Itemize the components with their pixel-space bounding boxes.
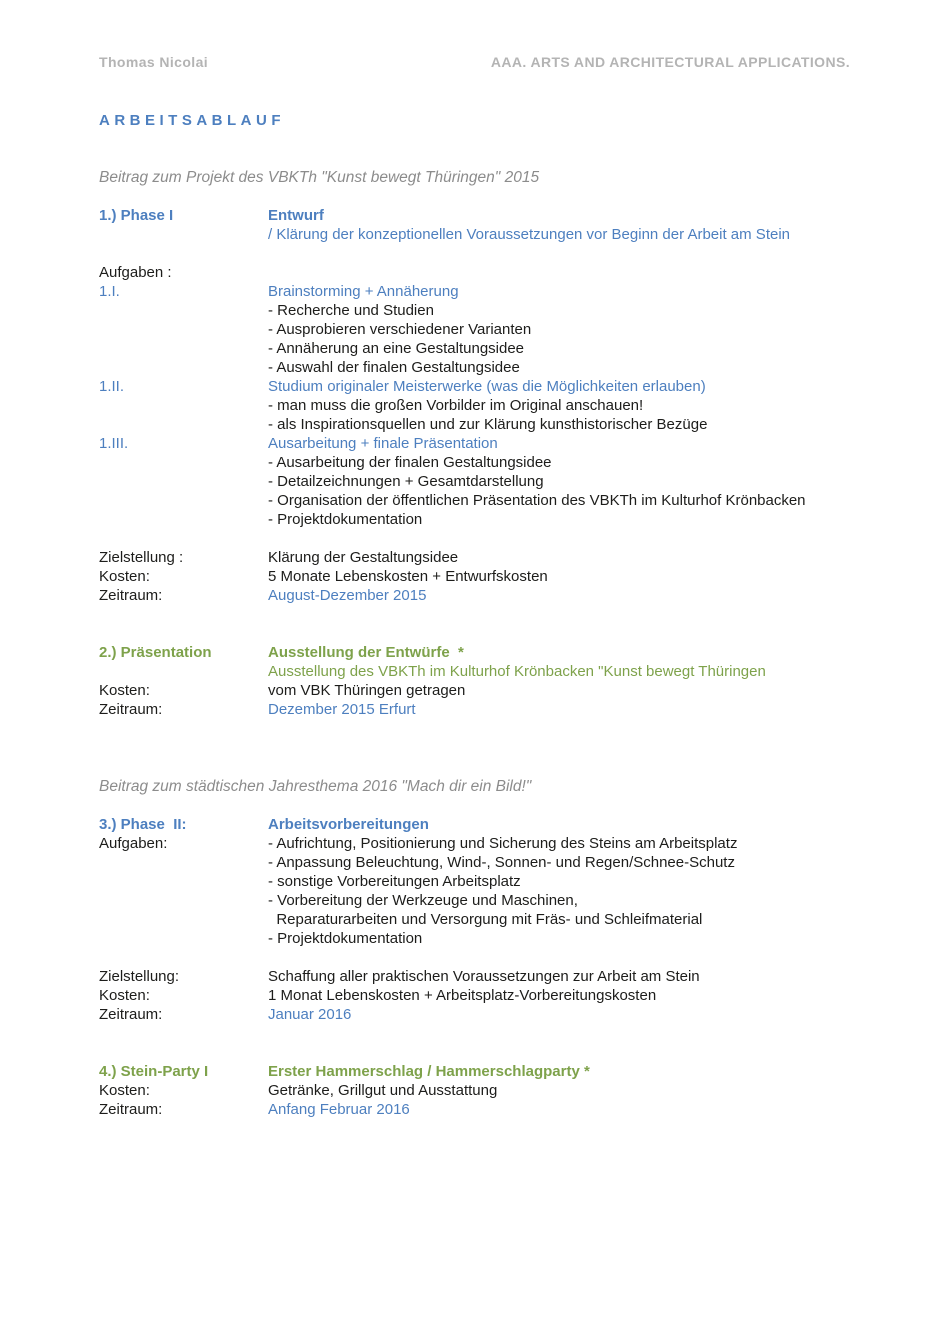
section-stein-party [99, 1062, 850, 1119]
spacer-cell [99, 929, 268, 948]
timeframe-value: Anfang Februar 2016 [268, 1101, 410, 1118]
subphase-title: Brainstorming + Annäherung [268, 283, 459, 300]
task-item-row [99, 891, 850, 910]
section-heading-row [99, 643, 850, 662]
subphase-number: 1.I. [99, 283, 120, 300]
section-phase-2 [99, 815, 850, 1024]
task-item-row [99, 358, 850, 377]
section-title: Entwurf [268, 207, 324, 224]
task-item-row [99, 396, 850, 415]
task-item-continuation: Reparaturarbeiten und Versorgung mit Fräs- und Schleifmaterial [268, 911, 703, 928]
section-title: Arbeitsvorbereitungen [268, 816, 429, 833]
goal-row [99, 548, 850, 567]
task-item-row [99, 834, 850, 853]
timeframe-value: Dezember 2015 Erfurt [268, 701, 416, 718]
timeframe-row [99, 1100, 850, 1119]
timeframe-row [99, 1005, 850, 1024]
spacer-cell [99, 415, 268, 434]
task-item: - Annäherung an eine Gestaltungsidee [268, 340, 525, 357]
section-phase-1 [99, 206, 850, 605]
task-item: - als Inspirationsquellen und zur Klärung kunsthistorischer Bezüge [268, 416, 708, 433]
tasks-heading: Aufgaben: [99, 835, 168, 852]
spacer-cell [99, 358, 268, 377]
subphase-row [99, 434, 850, 453]
cost-row [99, 986, 850, 1005]
author-name: Thomas Nicolai [99, 54, 209, 70]
spacer-cell [99, 301, 268, 320]
timeframe-row [99, 586, 850, 605]
section-subtitle-row [99, 662, 850, 681]
task-item: - Anpassung Beleuchtung, Wind-, Sonnen- und Regen/Schnee-Schutz [268, 854, 735, 871]
task-item: - Detailzeichnungen + Gesamtdarstellung [268, 473, 544, 490]
task-item: - Ausarbeitung der finalen Gestaltungsidee [268, 454, 552, 471]
section-praesentation [99, 643, 850, 719]
goal-value: Klärung der Gestaltungsidee [268, 549, 459, 566]
section-heading-row [99, 815, 850, 834]
section-title: Erster Hammerschlag / Hammerschlagparty * [268, 1063, 590, 1080]
cost-row [99, 681, 850, 700]
section-heading-row [99, 1062, 850, 1081]
task-item-row [99, 339, 850, 358]
task-item: - sonstige Vorbereitungen Arbeitsplatz [268, 873, 521, 890]
cost-label: Kosten: [99, 682, 150, 699]
task-item: - man muss die großen Vorbilder im Original anschauen! [268, 397, 644, 414]
section-label: 2.) Präsentation [99, 644, 212, 661]
spacer-cell [99, 662, 268, 681]
task-item: - Organisation der öffentlichen Präsentation des VBKTh im Kulturhof Krönbacken [268, 492, 806, 509]
section-label: 3.) Phase II: [99, 816, 187, 833]
tasks-heading: Aufgaben : [99, 264, 172, 281]
task-item-continuation-row [99, 910, 850, 929]
page-title: ARBEITSABLAUF [99, 112, 285, 129]
section-label: 1.) Phase I [99, 207, 174, 224]
task-item-row [99, 929, 850, 948]
task-item-row [99, 320, 850, 339]
task-item-row [99, 301, 850, 320]
spacer-cell [99, 491, 268, 510]
tasks-heading-row [99, 263, 850, 282]
timeframe-label: Zeitraum: [99, 587, 163, 604]
section-title: Ausstellung der Entwürfe * [268, 644, 464, 661]
spacer-cell [99, 891, 268, 910]
timeframe-label: Zeitraum: [99, 701, 163, 718]
section-heading-row [99, 206, 850, 225]
task-item-row [99, 853, 850, 872]
cost-label: Kosten: [99, 987, 150, 1004]
spacer-cell [99, 225, 268, 244]
spacer-cell [99, 872, 268, 891]
task-item-row [99, 415, 850, 434]
timeframe-label: Zeitraum: [99, 1101, 163, 1118]
task-item: - Projektdokumentation [268, 930, 423, 947]
cost-value: vom VBK Thüringen getragen [268, 682, 466, 699]
spacer-cell [99, 320, 268, 339]
timeframe-row [99, 700, 850, 719]
subphase-title: Studium originaler Meisterwerke (was die Möglichkeiten erlauben) [268, 378, 706, 395]
spacer-cell [99, 910, 268, 929]
task-item: - Recherche und Studien [268, 302, 434, 319]
subphase-row [99, 377, 850, 396]
intro-line-2015: Beitrag zum Projekt des VBKTh "Kunst bewegt Thüringen" 2015 [99, 169, 540, 186]
task-item: - Auswahl der finalen Gestaltungsidee [268, 359, 520, 376]
cost-label: Kosten: [99, 568, 150, 585]
spacer-cell [99, 396, 268, 415]
section-subtitle-row [99, 225, 850, 244]
spacer-cell [99, 339, 268, 358]
task-item: - Vorbereitung der Werkzeuge und Maschinen, [268, 892, 578, 909]
cost-row [99, 1081, 850, 1100]
task-item-row [99, 491, 850, 510]
cost-label: Kosten: [99, 1082, 150, 1099]
goal-row [99, 967, 850, 986]
timeframe-label: Zeitraum: [99, 1006, 163, 1023]
intro-line-2016: Beitrag zum städtischen Jahresthema 2016 "Mach dir ein Bild!" [99, 778, 532, 795]
goal-label: Zielstellung: [99, 968, 180, 985]
task-item-row [99, 872, 850, 891]
subphase-title: Ausarbeitung + finale Präsentation [268, 435, 498, 452]
timeframe-value: August-Dezember 2015 [268, 587, 427, 604]
task-item-row [99, 472, 850, 491]
subphase-number: 1.II. [99, 378, 125, 395]
goal-value: Schaffung aller praktischen Voraussetzungen zur Arbeit am Stein [268, 968, 700, 985]
subphase-row [99, 282, 850, 301]
cost-value: 5 Monate Lebenskosten + Entwurfskosten [268, 568, 548, 585]
section-label: 4.) Stein-Party I [99, 1063, 209, 1080]
timeframe-value: Januar 2016 [268, 1006, 352, 1023]
section-subtitle: / Klärung der konzeptionellen Voraussetzungen vor Beginn der Arbeit am Stein [268, 226, 790, 243]
goal-label: Zielstellung : [99, 549, 184, 566]
section-subtitle: Ausstellung des VBKTh im Kulturhof Krönbacken "Kunst bewegt Thüringen [268, 663, 766, 680]
task-item: - Projektdokumentation [268, 511, 423, 528]
cost-value: Getränke, Grillgut und Ausstattung [268, 1082, 498, 1099]
task-item-row [99, 453, 850, 472]
task-item-row [99, 510, 850, 529]
spacer-cell [99, 472, 268, 491]
company-name: AAA. ARTS AND ARCHITECTURAL APPLICATIONS. [490, 54, 850, 70]
spacer-cell [99, 453, 268, 472]
subphase-number: 1.III. [99, 435, 129, 452]
task-item: - Aufrichtung, Positionierung und Sicherung des Steins am Arbeitsplatz [268, 835, 738, 852]
cost-row [99, 567, 850, 586]
spacer-cell [99, 853, 268, 872]
task-item: - Ausprobieren verschiedener Varianten [268, 321, 532, 338]
spacer-cell [99, 510, 268, 529]
page-header [99, 53, 850, 72]
cost-value: 1 Monat Lebenskosten + Arbeitsplatz-Vorbereitungskosten [268, 987, 657, 1004]
